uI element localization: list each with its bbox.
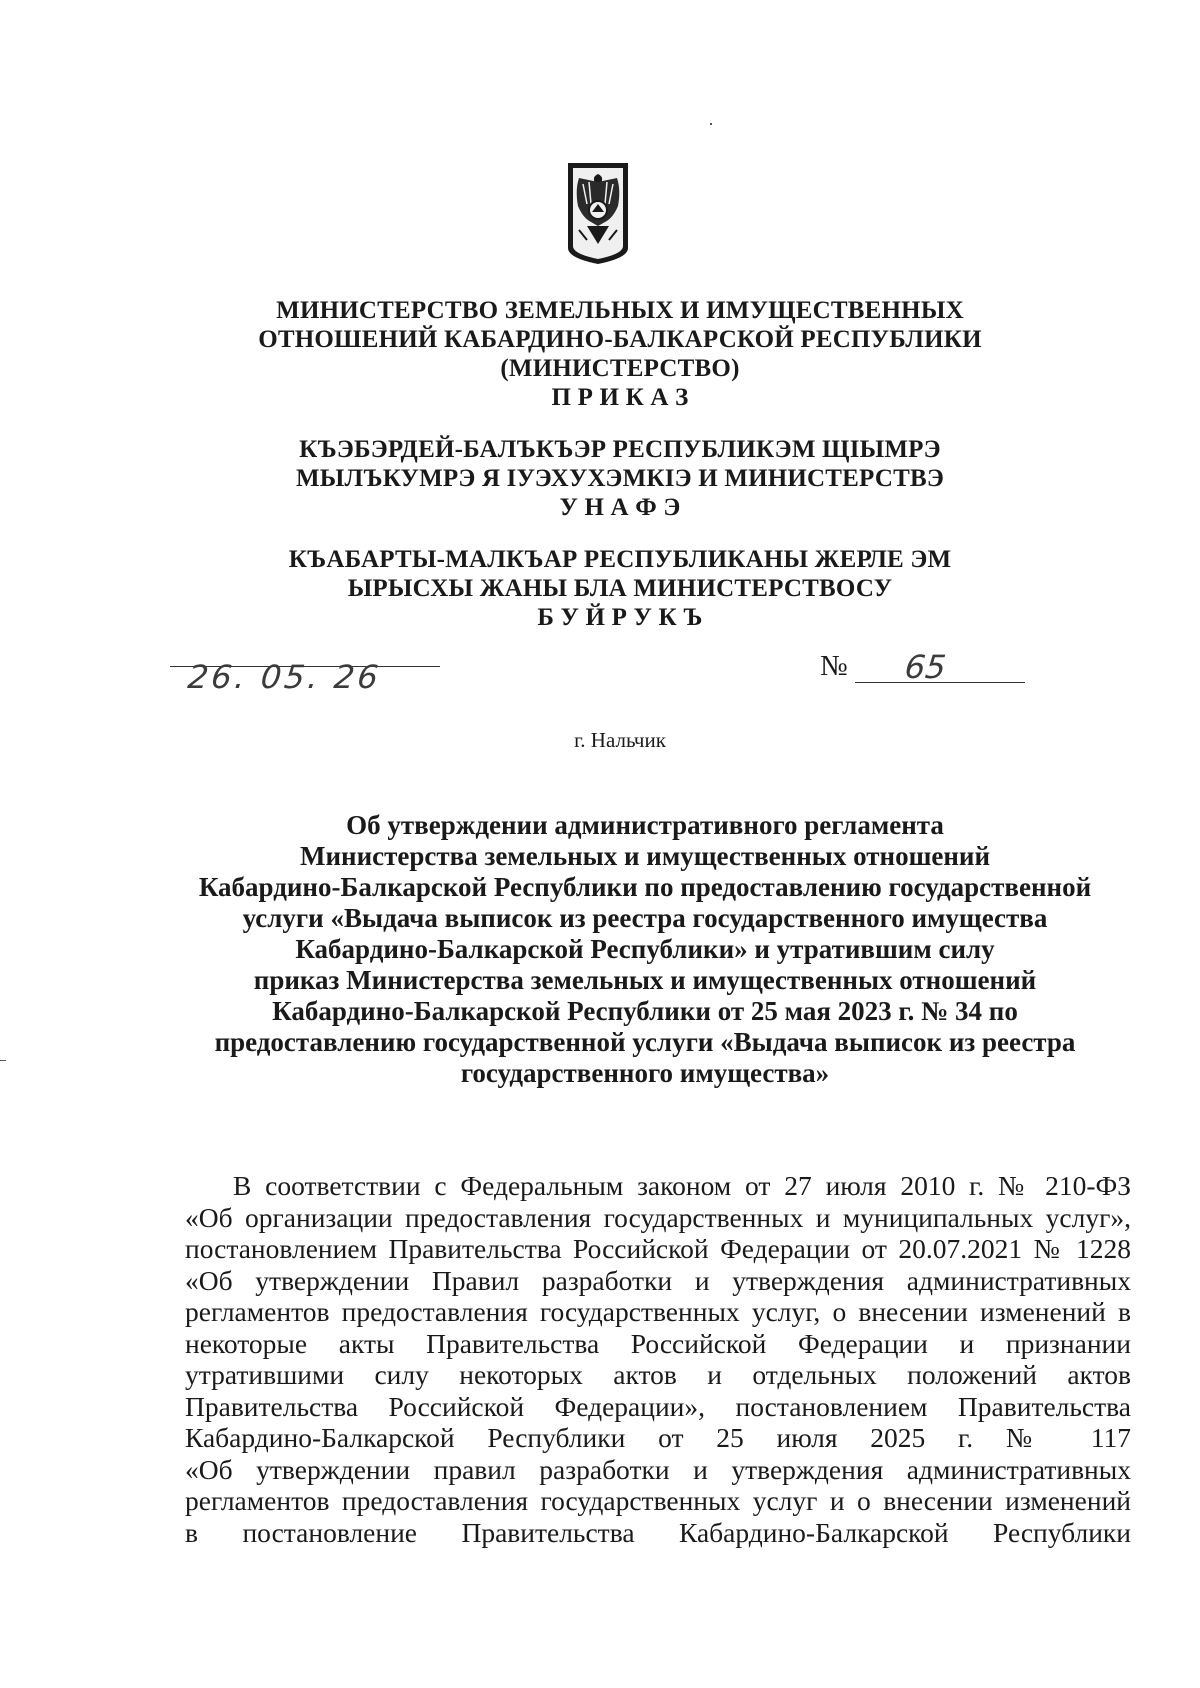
title-line: Кабардино-Балкарской Республики» и утратившим силу	[295, 934, 995, 964]
body-line: регламентов предоставления государственных услуг и о внесении изменений	[185, 1485, 1131, 1516]
city-name: г. Нальчик	[574, 728, 666, 752]
ministry-header-kabardian	[160, 435, 1080, 522]
ministry-header-balkar	[160, 545, 1080, 632]
title-line: Об утверждении административного регламента	[346, 810, 944, 840]
title-line: Кабардино-Балкарской Республики от 25 мая 2023 г. № 34 по	[272, 996, 1018, 1026]
title-line: приказ Министерства земельных и имущественных отношений	[253, 965, 1037, 995]
body-line: Правительства Российской Федерации», постановлением Правительства	[185, 1390, 1131, 1422]
header-line: КЪЭБЭРДЕЙ-БАЛЪКЪЭР РЕСПУБЛИКЭМ ЩIЫМРЭ	[299, 436, 941, 463]
body-paragraph	[185, 1170, 1131, 1548]
handwritten-date: 26. 05. 26	[186, 658, 383, 696]
body-line: «Об утверждении Правил разработки и утверждения административных	[185, 1264, 1131, 1296]
body-line: регламентов предоставления государственных услуг, о внесении изменений в	[185, 1296, 1131, 1327]
header-line: ЫРЫСХЫ ЖАНЫ БЛА МИНИСТЕРСТВОСУ	[347, 575, 893, 602]
body-line: утратившими силу некоторых актов и отдельных положений актов	[185, 1359, 1131, 1390]
body-line: постановлением Правительства Российской Федерации от 20.07.2021 № 1228	[185, 1233, 1131, 1264]
header-line: ОТНОШЕНИЙ КАБАРДИНО-БАЛКАРСКОЙ РЕСПУБЛИКИ	[258, 326, 982, 353]
number-sign: №	[820, 650, 848, 682]
title-line: услуги «Выдача выписок из реестра государственного имущества	[242, 903, 1048, 933]
order-label-balkar: Б У Й Р У К Ъ	[537, 604, 703, 631]
body-line: Кабардино-Балкарской Республики от 25 июля 2025 г. № 117	[185, 1422, 1131, 1453]
title-line: Министерства земельных и имущественных отношений	[299, 841, 991, 871]
body-line: в постановление Правительства Кабардино-Балкарской Республики	[185, 1516, 1131, 1548]
body-line: «Об утверждении правил разработки и утверждения административных	[185, 1453, 1131, 1485]
body-line: В соответствии с Федеральным законом от 27 июля 2010 г. № 210-ФЗ	[233, 1170, 1131, 1201]
coat-of-arms-eagle-icon	[565, 160, 631, 266]
order-label-russian: П Р И К А З	[551, 384, 689, 411]
title-line: государственного имущества»	[460, 1058, 830, 1088]
body-line: «Об организации предоставления государственных и муниципальных услуг»,	[185, 1201, 1131, 1233]
order-label-kabardian: У Н А Ф Э	[559, 494, 681, 521]
scan-speck	[710, 123, 712, 125]
title-line: предоставлению государственной услуги «Выдача выписок из реестра	[214, 1027, 1076, 1057]
body-line: некоторые акты Правительства Российской Федерации и признании	[185, 1327, 1131, 1359]
header-line: (МИНИСТЕРСТВО)	[500, 355, 740, 382]
handwritten-order-number: 65	[903, 648, 948, 686]
ministry-header-russian	[160, 296, 1080, 412]
header-line: КЪАБАРТЫ-МАЛКЪАР РЕСПУБЛИКАНЫ ЖЕРЛЕ ЭМ	[288, 546, 952, 573]
document-title	[150, 810, 1140, 1089]
scan-edge-mark	[0, 1060, 6, 1061]
title-line: Кабардино-Балкарской Республики по предоставлению государственной	[198, 872, 1092, 902]
header-line: МИНИСТЕРСТВО ЗЕМЕЛЬНЫХ И ИМУЩЕСТВЕННЫХ	[276, 297, 964, 324]
header-line: МЫЛЪКУМРЭ Я IУЭХУХЭМКIЭ И МИНИСТЕРСТВЭ	[296, 465, 944, 492]
